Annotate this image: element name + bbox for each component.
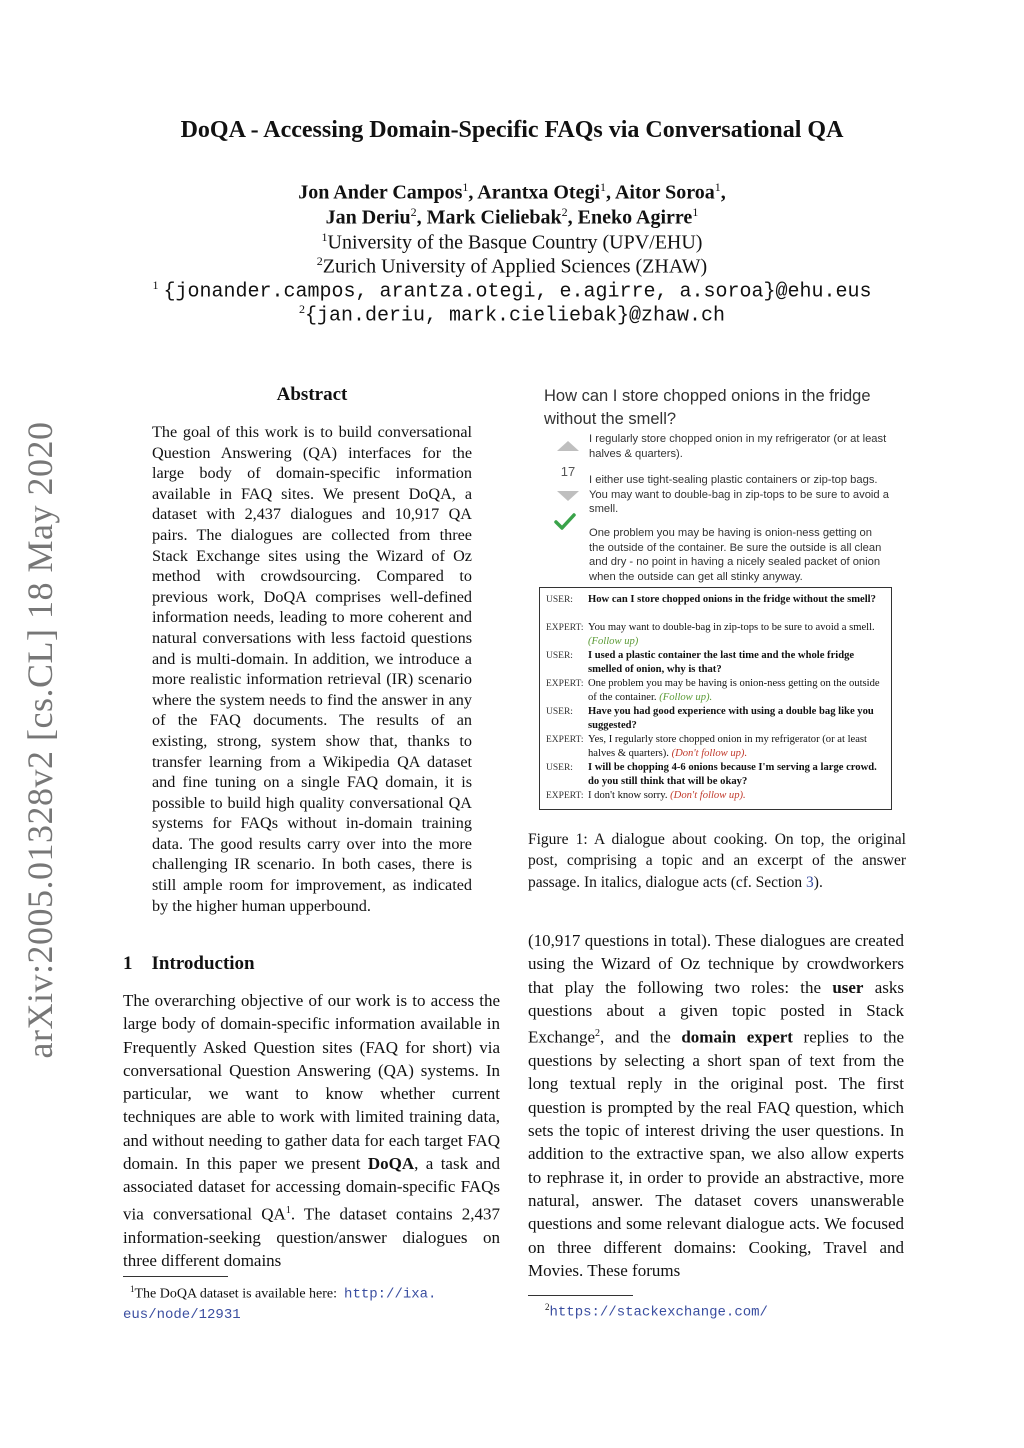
dataset-link-cont[interactable]: eus/node/12931 (123, 1306, 241, 1323)
section-ref-link[interactable]: 3 (806, 873, 814, 891)
affiliation-2: $^2$Zurich University of Applied Sciences (ZHAW) (316, 254, 708, 278)
dialogue-box: USER: How can I store chopped onions in the fridge without the smell? EXPERT: You may want to double-bag in zip-tops to be sure to avoid a smell. (Follow up) USER: I used a plastic container the last time and the whole fridge smelled of onion, why is that? EXPERT: One problem you may be having is onion-ness getting on the outside of the container. (Follow up). USER: Have you had good experience with using a double bag like you suggested? EXPERT: Yes, I regularly store chopped onion in my refrigerator (or at least halves & quarters). (Don't follow up). USER: I will be chopping 4-6 onions because I'm serving a large crowd. do you still think that will be okay? EXPERT: I don't know sorry. (Don't follow up). (539, 587, 892, 810)
answer-paragraph: One problem you may be having is onion-ness getting on the outside of the container. Be sure the outside is all clean and dry - no point in having a nicely sealed packet of onion when the outside can get all stinky anyway. (589, 527, 882, 583)
figure-original-post (544, 385, 896, 581)
accepted-check-icon (554, 513, 576, 531)
author-name: Eneko Agirre (577, 206, 693, 229)
author-line-1: Jon Ander Campos$^1$, Arantxa Otegi$^1$, Aitor Soroa$^1$, (298, 180, 726, 204)
dataset-link[interactable]: http://ixa. (344, 1286, 437, 1303)
arxiv-sidebar (0, 420, 80, 1060)
author-name: Jan Deriu (325, 206, 411, 229)
arxiv-id: arXiv:2005.01328v2 [cs.CL] 18 May 2020 (20, 421, 60, 1059)
author-name: Arantxa Otegi (477, 181, 601, 204)
email-line-1: $^1$ {jonander.campos, arantza.otegi, e.agirre, a.soroa}@ehu.eus (152, 278, 872, 304)
author-line-2: Jan Deriu$^2$, Mark Cieliebak$^2$, Eneko Agirre$^1$ (325, 205, 699, 229)
section-heading: 1 Introduction (123, 953, 255, 974)
answer-paragraph: I either use tight-sealing plastic containers or zip-top bags. You may want to double-bag in zip-tops to be sure to avoid a smell. (589, 474, 889, 515)
answer-paragraph: I regularly store chopped onion in my refrigerator (or at least halves & quarters). (589, 433, 887, 460)
figure-caption: Figure 1: A dialogue about cooking. On top, the original post, comprising a topic and an excerpt of the answer passage. In italics, dialogue acts (cf. Section 3). (528, 831, 906, 891)
upvote-icon[interactable] (557, 441, 579, 451)
downvote-icon[interactable] (557, 491, 579, 501)
abstract-text: The goal of this work is to build conversational Question Answering (QA) interfaces for the large body of domain-specific information available in FAQ sites. We present DoQA, a dataset with 2,437 dialogues and 10,917 QA pairs. The dialogues are collected from three Stack Exchange sites using the Wizard of Oz method with crowdsourcing. Compared to previous work, DoQA comprises well-defined information needs, leading to more coherent and natural conversations with less factoid questions and is multi-domain. In addition, we introduce a more realistic information retrieval (IR) scenario where the system needs to find the answer in any of the FAQ documents. The results of an existing, strong, system show that, thanks to transfer learning from a Wikipedia QA dataset and fine tuning on a single FAQ domain, it is possible to build high quality conversational QA systems for FAQs without in-domain training data. The good results carry over into the more challenging IR scenario. In both cases, there is still ample room for improvement, as indicated by the higher human upperbound. (152, 423, 472, 915)
author-name: Mark Cieliebak (426, 206, 562, 229)
post-question: How can I store chopped onions in the fridge without the smell? (544, 387, 871, 428)
abstract-heading: Abstract (276, 384, 348, 405)
author-name: Jon Ander Campos (298, 181, 463, 204)
stackexchange-link[interactable]: https://stackexchange.com/ (549, 1304, 768, 1321)
intro-right-column (528, 929, 904, 1282)
footnote-1: $^1$The DoQA dataset is available here: http://ixa. eus/node/12931 (123, 1284, 437, 1323)
footnote-2: $^2$https://stackexchange.com/ (545, 1302, 768, 1321)
footnote-rule (528, 1295, 633, 1296)
intro-paragraph: The overarching objective of our work is to access the large body of domain-specific information available in Frequently Asked Question sites (FAQ for short) via conversational Question Answering (QA) systems. In particular, we want to know whether current techniques are able to work with limited training data, and without needing to gather data for each target FAQ domain. In this paper we present DoQA, a task and associated dataset for accessing domain-specific FAQs via conversational $QA^1$. The dataset contains 2,437 information-seeking question/answer dialogues on three different domains (123, 991, 500, 1270)
footnote-rule (123, 1276, 228, 1277)
author-name: Aitor Soroa (614, 181, 715, 204)
email-line-2: $^2${jan.deriu, mark.cieliebak}@zhaw.ch (298, 302, 726, 328)
intro-paragraph: (10,917 questions in total). These dialogues are created using the Wizard of Oz technique by crowdworkers that play the following two roles: the user asks questions about a given topic posted in Stack Exchange$^2$, and the domain expert replies to the questions by selecting a short span of text from the long textual reply in the original post. The first question is prompted by the real FAQ question, which sets the topic of interest driving the user questions. In addition to the extractive span, we also allow experts to rephrase it, in order to provide an abstractive, more natural, answer. The dataset covers unanswerable questions and some relevant dialogue acts. We focused on three different domains: Cooking, Travel and Movies. These forums (528, 931, 904, 1280)
intro-left-column (123, 989, 500, 1272)
vote-count: 17 (560, 464, 576, 479)
affiliation-1: $^1$University of the Basque Country (UPV/EHU) (321, 230, 703, 254)
abstract-body (152, 422, 472, 916)
paper-title: DoQA - Accessing Domain-Specific FAQs via Conversational QA (180, 117, 844, 143)
